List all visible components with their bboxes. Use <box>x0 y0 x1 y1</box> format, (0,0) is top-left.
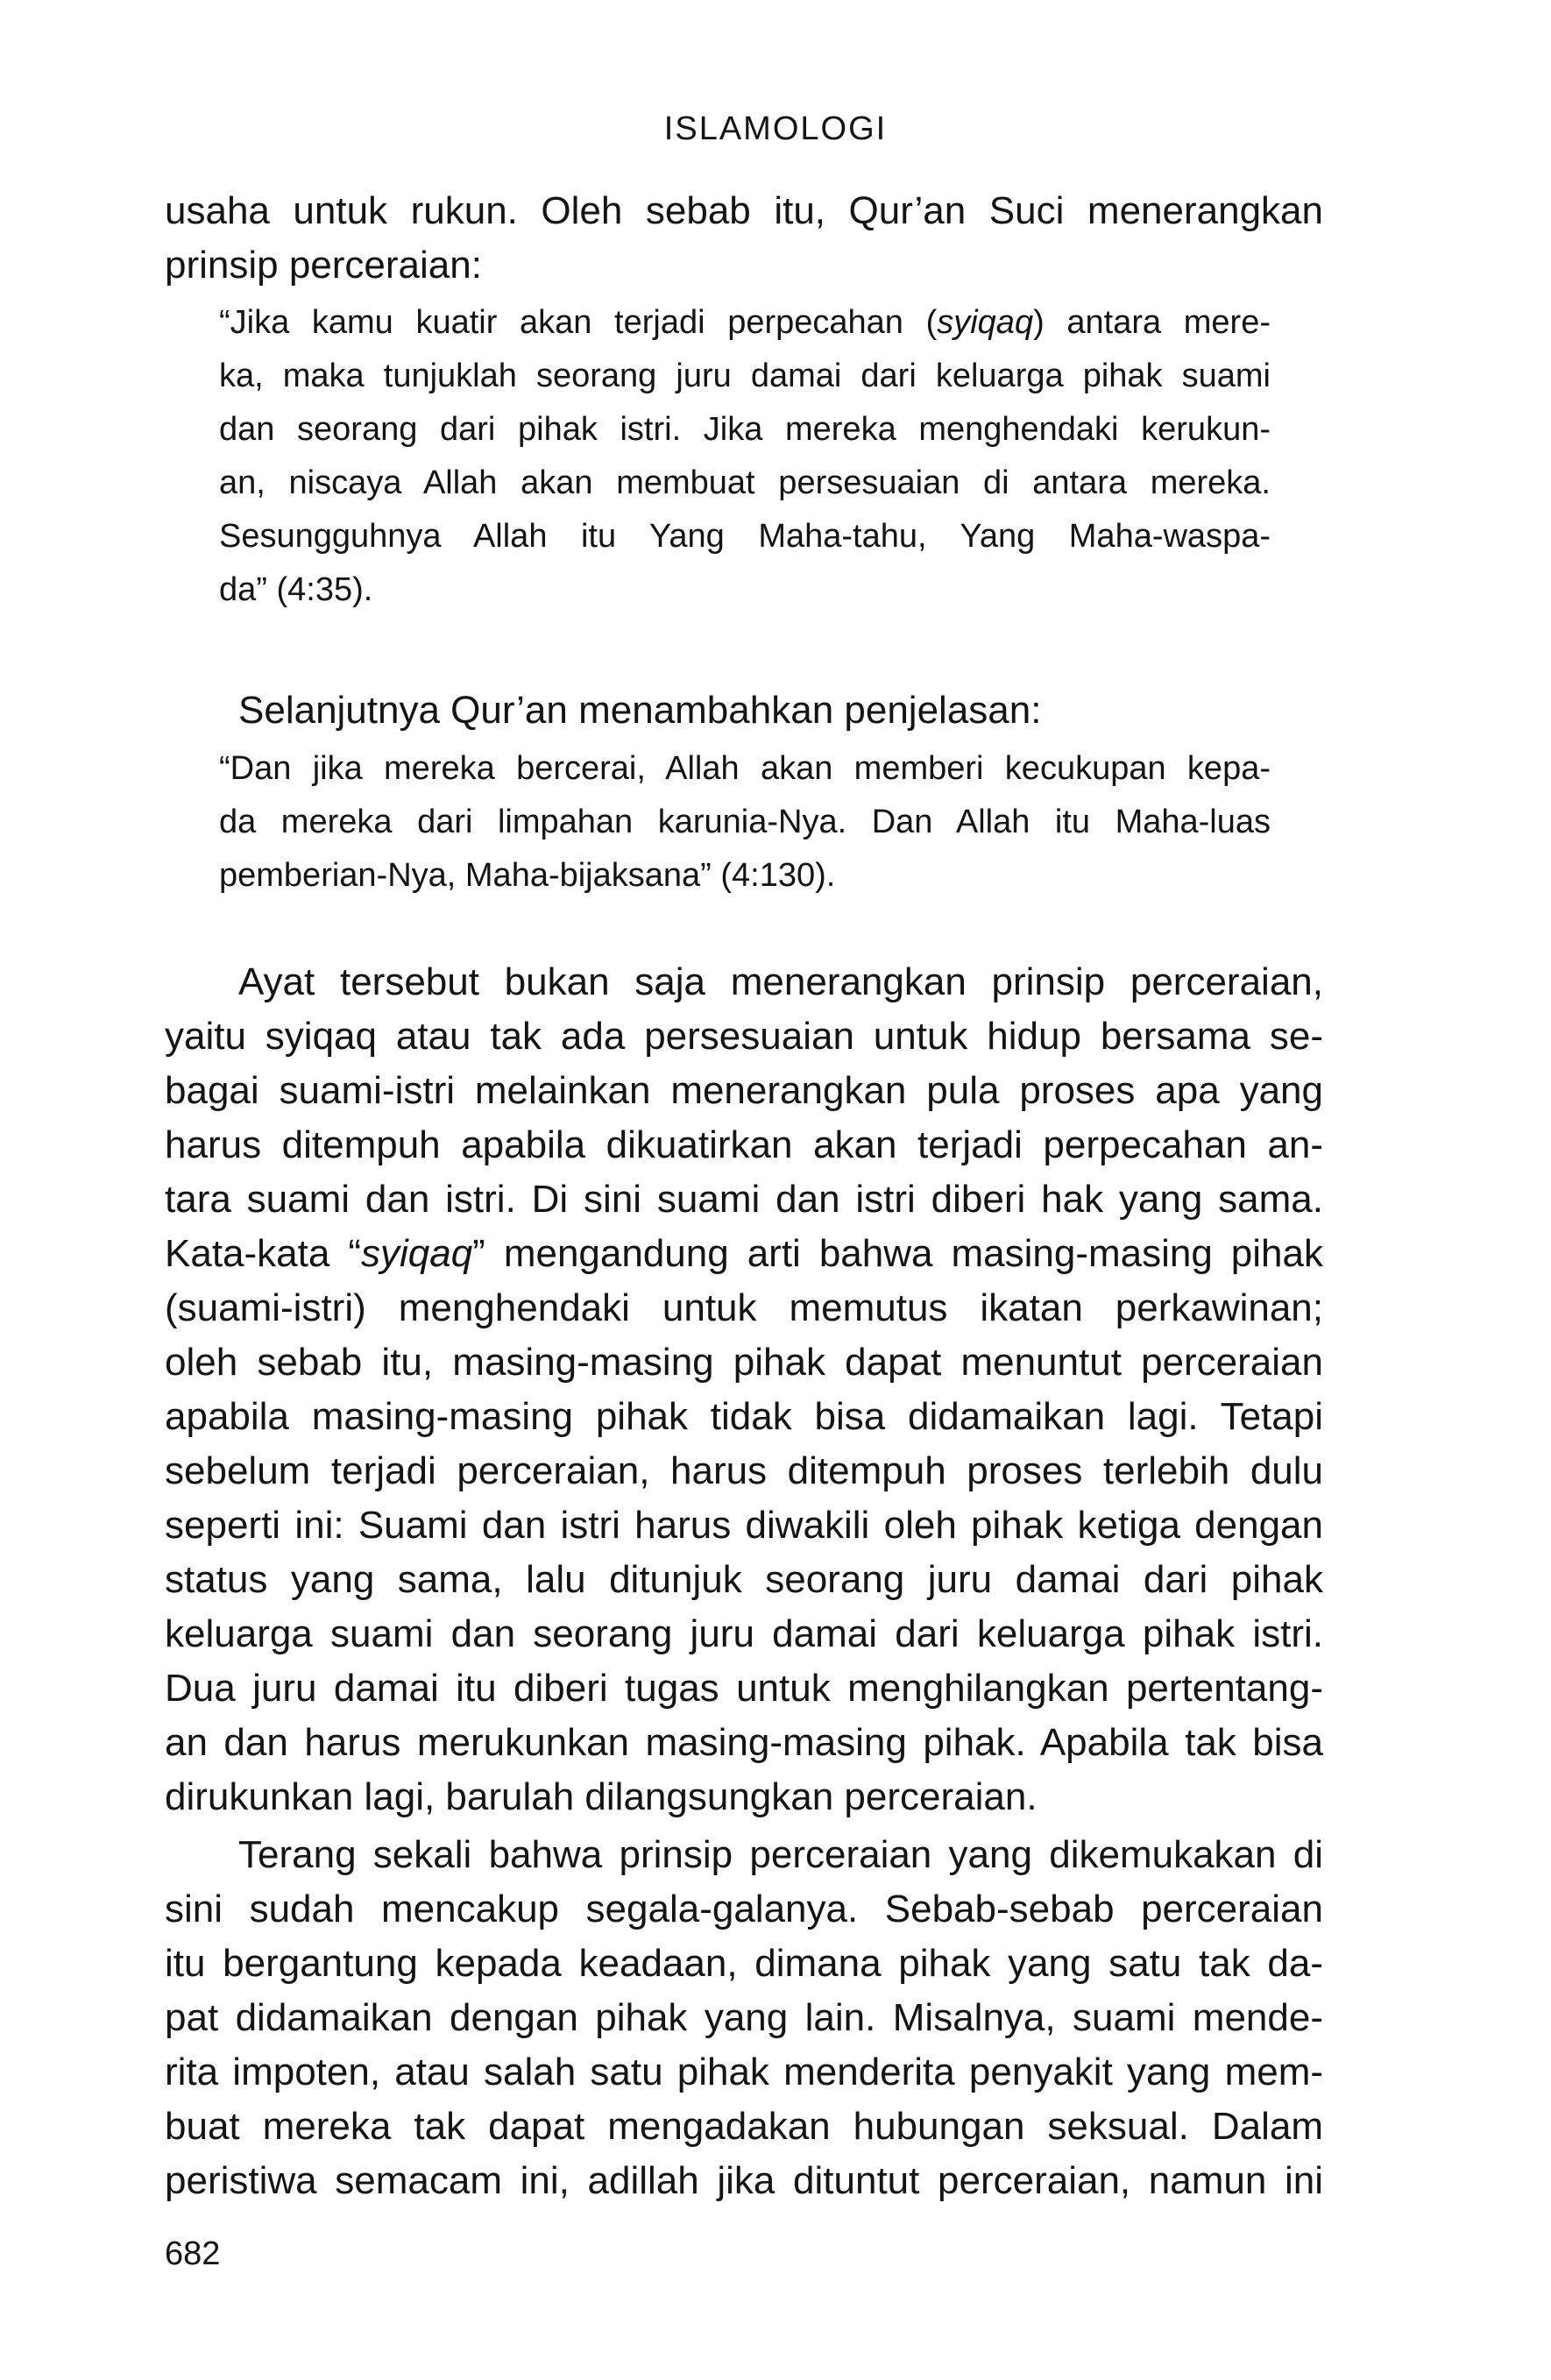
text-line: Kata-kata “syiqaq” mengandung arti bahwa masing-masing pihak <box>165 1232 1323 1275</box>
italic-term: syiqaq <box>360 1232 473 1275</box>
text-line: Dua juru damai itu diberi tugas untuk menghilangkan pertentang- <box>165 1667 1323 1710</box>
quote-line: an, niscaya Allah akan membuat persesuaian di antara mereka. <box>219 464 1271 501</box>
quran-quote-4-35 <box>219 296 1271 617</box>
text-line: status yang sama, lalu ditunjuk seorang juru damai dari pihak <box>165 1558 1323 1601</box>
text-line: buat mereka tak dapat mengadakan hubungan seksual. Dalam <box>165 2105 1323 2148</box>
text-line: seperti ini: Suami dan istri harus diwakili oleh pihak ketiga dengan <box>165 1504 1323 1547</box>
text-line: apabila masing-masing pihak tidak bisa didamaikan lagi. Tetapi <box>165 1395 1323 1438</box>
text-line: Terang sekali bahwa prinsip perceraian yang dikemukakan di <box>238 1833 1323 1876</box>
italic-term: syiqaq <box>937 304 1034 341</box>
running-header: ISLAMOLOGI <box>663 110 888 147</box>
text-line: itu bergantung kepada keadaan, dimana pihak yang satu tak da- <box>165 1942 1323 1985</box>
quote-line: da mereka dari limpahan karunia-Nya. Dan Allah itu Maha-luas <box>219 804 1271 840</box>
body-paragraph-2 <box>165 1828 1323 2208</box>
quran-quote-4-130 <box>219 742 1271 903</box>
text-line: dirukunkan lagi, barulah dilangsungkan perceraian. <box>165 1775 1038 1818</box>
body-paragraph-1 <box>165 955 1323 1824</box>
text-line: keluarga suami dan seorang juru damai dari keluarga pihak istri. <box>165 1612 1323 1655</box>
text-line: Ayat tersebut bukan saja menerangkan prinsip perceraian, <box>238 960 1323 1003</box>
text-line: rita impoten, atau salah satu pihak menderita penyakit yang mem- <box>165 2051 1323 2093</box>
quote-line: “Dan jika mereka bercerai, Allah akan memberi kecukupan kepa- <box>219 750 1271 787</box>
page-number: 682 <box>165 2235 221 2272</box>
quote-line: ka, maka tunjuklah seorang juru damai dari keluarga pihak suami <box>219 358 1271 394</box>
text-line: yaitu syiqaq atau tak ada persesuaian untuk hidup bersama se- <box>165 1015 1323 1058</box>
quote-line: da” (4:35). <box>219 571 373 608</box>
quote-line: dan seorang dari pihak istri. Jika mereka menghendaki kerukun- <box>219 411 1271 448</box>
quote-line: pemberian-Nya, Maha-bijaksana” (4:130). <box>219 857 836 894</box>
text-line: sebelum terjadi perceraian, harus ditempuh proses terlebih dulu <box>165 1449 1323 1492</box>
intro-paragraph <box>165 184 1323 293</box>
text-line: usaha untuk rukun. Oleh sebab itu, Qur’an Suci menerangkan <box>165 189 1323 232</box>
text-line: oleh sebab itu, masing-masing pihak dapat menuntut perceraian <box>165 1341 1323 1384</box>
text-line: tara suami dan istri. Di sini suami dan istri diberi hak yang sama. <box>165 1178 1323 1221</box>
text-line: bagai suami-istri melainkan menerangkan pula proses apa yang <box>165 1069 1323 1112</box>
quote-line: Sesungguhnya Allah itu Yang Maha-tahu, Yang Maha-waspa- <box>219 518 1271 555</box>
text-line: peristiwa semacam ini, adillah jika dituntut perceraian, namun ini <box>165 2159 1323 2202</box>
text-line: sini sudah mencakup segala-galanya. Sebab-sebab perceraian <box>165 1888 1323 1930</box>
text-line: pat didamaikan dengan pihak yang lain. Misalnya, suami mende- <box>165 1996 1323 2039</box>
text-line: an dan harus merukunkan masing-masing pihak. Apabila tak bisa <box>165 1721 1323 1764</box>
text-line: harus ditempuh apabila dikuatirkan akan terjadi perpecahan an- <box>165 1123 1323 1166</box>
lead-sentence: Selanjutnya Qur’an menambahkan penjelasan: <box>238 689 1042 732</box>
quote-line: “Jika kamu kuatir akan terjadi perpecahan (syiqaq) antara mere- <box>219 304 1271 341</box>
text-line: (suami-istri) menghendaki untuk memutus ikatan perkawinan; <box>165 1286 1323 1329</box>
text-line: prinsip perceraian: <box>165 244 482 287</box>
